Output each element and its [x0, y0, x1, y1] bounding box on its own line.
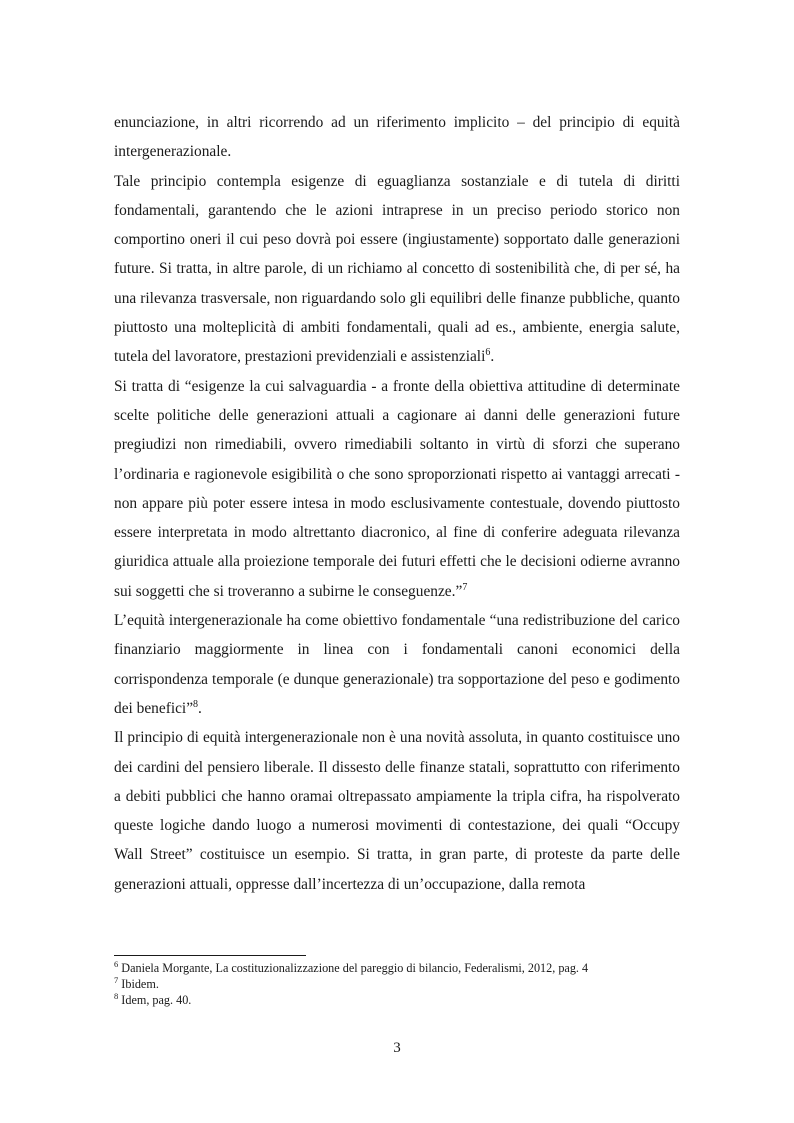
paragraph-4: L’equità intergenerazionale ha come obiettivo fondamentale “una redistribuzione del carico finanziario maggiormente in linea con i fondamentali canoni economici della corrispondenza temporale (e dunque generazionale) tra sopportazione del peso e godimento dei benefici”$^8$. [114, 612, 680, 717]
footnote-ref-8[interactable]: 8 [193, 698, 199, 710]
footnote-6: $^6$ Daniela Morgante, La costituzionalizzazione del pareggio di bilancio, Federalismi, 2012, pag. 4 [114, 958, 589, 975]
paragraph-3: Si tratta di “esigenze la cui salvaguardia - a fronte della obiettiva attitudine di determinate scelte politiche delle generazioni attuali a cagionare ai danni delle generazioni future pregiudizi non rimediabili, ovvero rimediabili soltanto in virtù di sforzi che superano l’ordinaria e ragionevole esigibilità o che sono sproporzionati rispetto ai vantaggi arrecati - non appare più poter essere intesa in modo esclusivamente contestuale, dovendo piuttosto essere interpretata in modo altrettanto diacronico, al fine di conferire adeguata rilevanza giuridica attuale alla proiezione temporale dei futuri effetti che le decisioni odierne avranno sui soggetti che si troveranno a subirne le conseguenze.”$^7$ [114, 377, 680, 600]
body-text [114, 108, 680, 899]
page-number: 3 [393, 1040, 401, 1056]
footnote-divider [114, 955, 306, 956]
footnote-7: $^7$ Ibidem. [114, 974, 159, 991]
paragraph-5: Il principio di equità intergenerazionale non è una novità assoluta, in quanto costituisce uno dei cardini del pensiero liberale. Il dissesto delle finanze statali, soprattutto con riferimento a debiti pubblici che hanno oramai oltrepassato ampiamente la tripla cifra, ha rispolverato queste logiche dando luogo a numerosi movimenti di contestazione, dei quali “Occupy Wall Street” costituisce un esempio. Si tratta, in gran parte, di proteste da parte delle generazioni attuali, oppresse dall’incertezza di un’occupazione, dalla remota [114, 729, 680, 893]
footnotes [114, 960, 680, 1008]
paragraph-1: enunciazione, in altri ricorrendo ad un riferimento implicito – del principio di equità intergenerazionale. [114, 114, 680, 161]
footnote-8: $^8$ Idem, pag. 40. [114, 990, 192, 1007]
paragraph-2: Tale principio contempla esigenze di eguaglianza sostanziale e di tutela di diritti fondamentali, garantendo che le azioni intraprese in un preciso periodo storico non comportino oneri il cui peso dovrà poi essere (ingiustamente) sopportato dalle generazioni future. Si tratta, in altre parole, di un richiamo al concetto di sostenibilità che, di per sé, ha una rilevanza trasversale, non riguardando solo gli equilibri delle finanze pubbliche, quanto piuttosto una molteplicità di ambiti fondamentali, quali ad es., ambiente, energia salute, tutela del lavoratore, prestazioni previdenziali e assistenziali$^6$. [114, 172, 680, 366]
footnote-ref-7[interactable]: 7 [462, 581, 468, 593]
footnote-ref-6[interactable]: 6 [485, 347, 491, 359]
